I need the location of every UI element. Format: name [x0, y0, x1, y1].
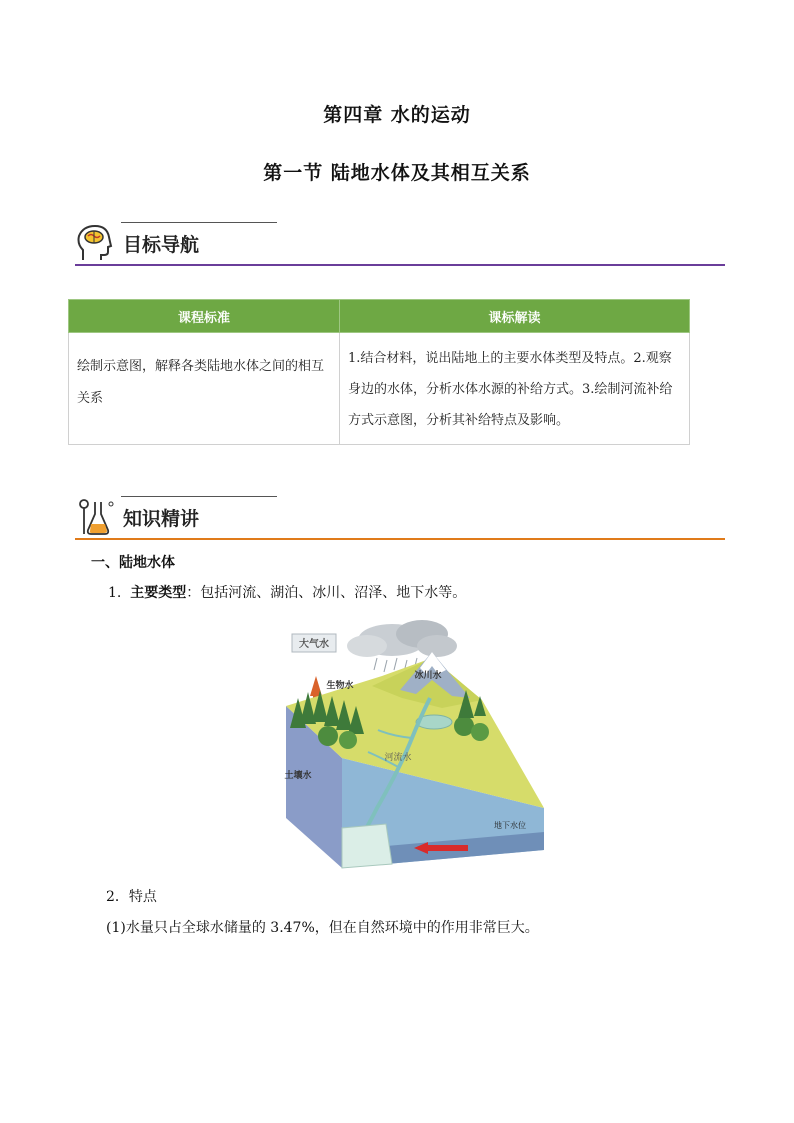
- label-biological-water: 生物水: [326, 681, 354, 691]
- label-groundwater-level: 地下水位: [494, 821, 526, 830]
- item-label: 主要类型: [130, 585, 187, 601]
- table-row: [69, 333, 690, 445]
- paragraph-feature-1: (1)水量只占全球水储量的 3.47%，但在自然环境中的作用非常巨大。: [106, 920, 539, 936]
- label-glacier-water: 冰川水: [414, 671, 442, 681]
- table-header-standard: 课程标准: [69, 300, 340, 333]
- land-water-diagram: [282, 618, 552, 880]
- brain-head-icon: [75, 222, 115, 262]
- standard-cell: 绘制示意图，解释各类陆地水体之间的相互关系: [69, 333, 340, 445]
- flask-icon: [75, 496, 115, 536]
- item-text: ：包括河流、湖泊、冰川、沼泽、地下水等。: [186, 585, 467, 601]
- marsh: [342, 824, 392, 868]
- label-soil-water: 土壤水: [284, 771, 312, 781]
- table-header-interpretation: 课标解读: [340, 300, 690, 333]
- item-number: 1.: [108, 585, 122, 601]
- label-river-water: 河流水: [384, 753, 412, 763]
- standards-table: [68, 299, 690, 445]
- heading-land-water: 一、陆地水体: [91, 555, 175, 571]
- paragraph-features-heading: 2．特点: [106, 889, 157, 905]
- section-title: 第一节 陆地水体及其相互关系: [263, 162, 531, 184]
- knowledge-banner-label: 知识精讲: [123, 508, 200, 530]
- interpretation-cell: 1.结合材料，说出陆地上的主要水体类型及特点。2.观察身边的水体，分析水体水源的补给方式。3.绘制河流补给方式示意图，分析其补给特点及影响。: [340, 333, 690, 445]
- chapter-title: 第四章 水的运动: [323, 104, 471, 126]
- knowledge-banner: [75, 496, 725, 540]
- table-header-row: [69, 300, 690, 333]
- cloud-icon: [347, 620, 457, 657]
- banner-bottom-rule: [75, 264, 725, 266]
- banner-top-rule: [121, 222, 277, 223]
- goal-banner: [75, 222, 725, 266]
- banner-bottom-rule: [75, 538, 725, 540]
- goal-banner-label: 目标导航: [123, 234, 200, 256]
- banner-top-rule: [121, 496, 277, 497]
- paragraph-main-types: [108, 582, 466, 602]
- label-atmosphere-water: 大气水: [299, 639, 329, 650]
